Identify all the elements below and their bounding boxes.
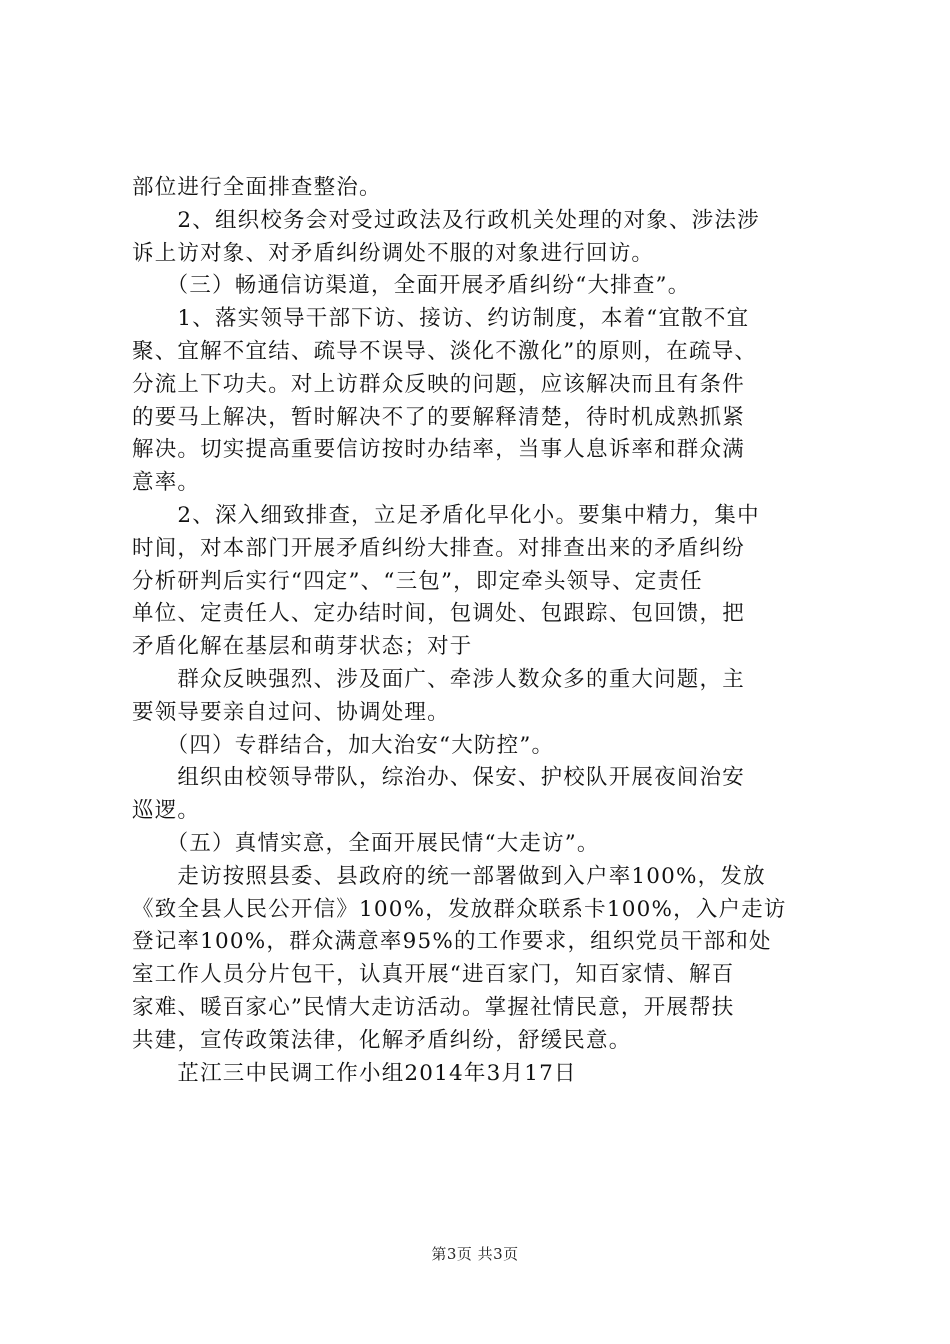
text-line: 解决。切实提高重要信访按时办结率，当事人息诉率和群众满 [132,437,745,463]
text-line: 要领导要亲自过问、协调处理。 [132,699,450,725]
text-line: 1、落实领导干部下访、接访、约访制度，本着“宜散不宜 [132,306,750,332]
text-line: 室工作人员分片包干，认真开展“进百家门，知百家情、解百 [132,962,735,988]
text-line: 聚、宜解不宜结、疏导不误导、淡化不激化”的原则，在疏导、 [132,338,758,364]
page-footer [0,1244,950,1264]
text-line: 登记率100%，群众满意率95%的工作要求，组织党员干部和处 [132,929,772,955]
text-line: 共建，宣传政策法律，化解矛盾纠纷，舒缓民意。 [132,1027,632,1053]
text-line: 的要马上解决，暂时解决不了的要解释清楚，待时机成熟抓紧 [132,404,745,430]
text-line: 矛盾化解在基层和萌芽状态；对于 [132,634,473,660]
text-line: 2、深入细致排查，立足矛盾化早化小。要集中精力，集中 [132,502,760,528]
text-line: 群众反映强烈、涉及面广、牵涉人数众多的重大问题，主 [132,666,745,692]
text-line: 时间，对本部门开展矛盾纠纷大排查。对排查出来的矛盾纠纷 [132,535,745,561]
text-line: 巡逻。 [132,798,201,824]
text-line: 分析研判后实行“四定”、“三包”，即定牵头领导、定责任 [132,568,703,594]
text-line: 分流上下功夫。对上访群众反映的问题，应该解决而且有条件 [132,371,745,397]
text-line: 意率。 [132,470,201,496]
text-line: 《致全县人民公开信》100%，发放群众联系卡100%，入户走访 [132,896,787,922]
text-line: 单位、定责任人、定办结时间，包调处、包跟踪、包回馈，把 [132,601,745,627]
page-number-label: 第3页 共3页 [431,1245,519,1263]
text-line: 部位进行全面排查整治。 [132,175,382,200]
section-heading-5: （五）真情实意，全面开展民情“大走访”。 [132,830,600,856]
document-body [132,172,852,1090]
section-heading-4: （四）专群结合，加大治安“大防控”。 [132,732,555,758]
text-line: 诉上访对象、对矛盾纠纷调处不服的对象进行回访。 [132,240,655,266]
text-line: 组织由校领导带队，综治办、保安、护校队开展夜间治安 [132,765,745,791]
text-line: 2、组织校务会对受过政法及行政机关处理的对象、涉法涉 [132,207,760,233]
signature-line: 芷江三中民调工作小组2014年3月17日 [132,1060,577,1086]
section-heading-3: （三）畅通信访渠道，全面开展矛盾纠纷“大排查”。 [132,273,691,299]
text-line: 走访按照县委、县政府的统一部署做到入户率100%，发放 [132,863,766,889]
text-line: 家难、暖百家心”民情大走访活动。掌握社情民意，开展帮扶 [132,994,735,1020]
